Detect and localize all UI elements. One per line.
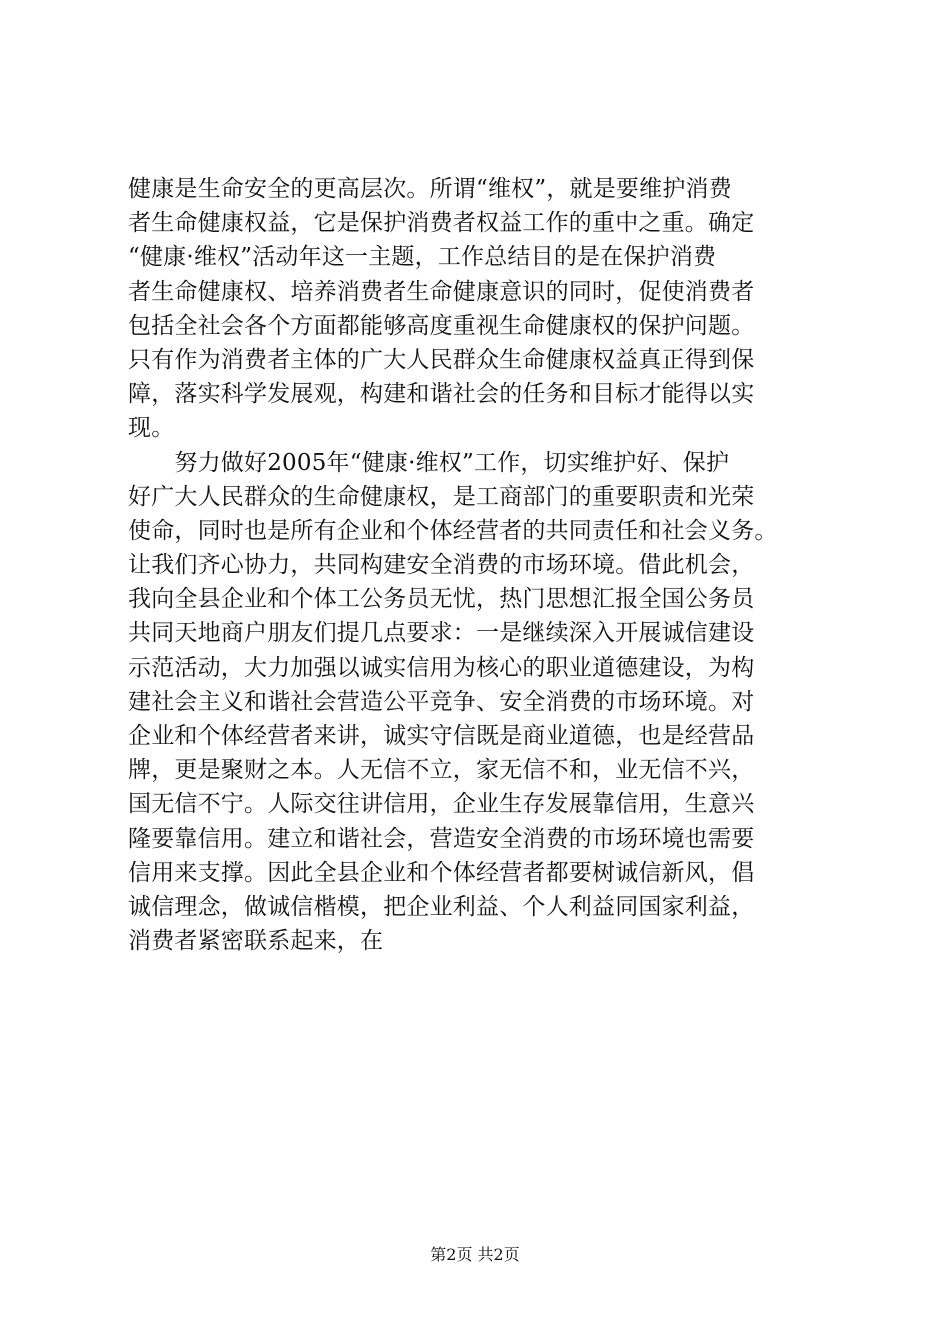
text-line: 消费者紧密联系起来，在 bbox=[128, 928, 384, 955]
text-line: 示范活动，大力加强以诚实信用为核心的职业道德建设，为构 bbox=[128, 654, 755, 681]
text-line: 建社会主义和谐社会营造公平竞争、安全消费的市场环境。对 bbox=[128, 688, 755, 715]
text-line: 隆要靠信用。建立和谐社会，营造安全消费的市场环境也需要 bbox=[128, 825, 755, 852]
text-line: 诚信理念，做诚信楷模，把企业利益、个人利益同国家利益， bbox=[128, 893, 755, 920]
text-line: 只有作为消费者主体的广大人民群众生命健康权益真正得到保 bbox=[128, 346, 755, 373]
text-line: 现。 bbox=[128, 415, 175, 442]
text-line: 障，落实科学发展观，构建和谐社会的任务和目标才能得以实 bbox=[128, 381, 755, 408]
body-text bbox=[128, 172, 828, 958]
text-line: 让我们齐心协力，共同构建安全消费的市场环境。借此机会， bbox=[128, 552, 755, 579]
text-line: 健康是生命安全的更高层次。所谓“维权”，就是要维护消费 bbox=[128, 176, 732, 202]
text-line: 好广大人民群众的生命健康权，是工商部门的重要职责和光荣 bbox=[128, 483, 755, 510]
text-line: 牌，更是聚财之本。人无信不立，家无信不和，业无信不兴， bbox=[128, 757, 755, 784]
page-footer: 第2页 共2页 bbox=[430, 1245, 520, 1264]
text-line: 者生命健康权、培养消费者生命健康意识的同时，促使消费者 bbox=[128, 278, 755, 305]
text-line: 国无信不宁。人际交往讲信用，企业生存发展靠信用，生意兴 bbox=[128, 791, 755, 818]
text-line: 我向全县企业和个体工公务员无忧，热门思想汇报全国公务员 bbox=[128, 586, 755, 613]
text-line: 包括全社会各个方面都能够高度重视生命健康权的保护问题。 bbox=[128, 312, 755, 339]
text-line: 共同天地商户朋友们提几点要求：一是继续深入开展诚信建设 bbox=[128, 620, 755, 647]
text-line: “健康·维权”活动年这一主题，工作总结目的是在保护消费 bbox=[128, 244, 717, 271]
text-line: 企业和个体经营者来讲，诚实守信既是商业道德，也是经营品 bbox=[128, 723, 755, 749]
text-line: 者生命健康权益，它是保护消费者权益工作的重中之重。确定 bbox=[128, 210, 755, 237]
text-line: 信用来支撑。因此全县企业和个体经营者都要树诚信新风，倡 bbox=[128, 859, 755, 886]
text-line: 使命，同时也是所有企业和个体经营者的共同责任和社会义务。 bbox=[128, 517, 778, 544]
text-line: 努力做好2005年“健康·维权”工作，切实维护好、保护 bbox=[128, 449, 730, 476]
